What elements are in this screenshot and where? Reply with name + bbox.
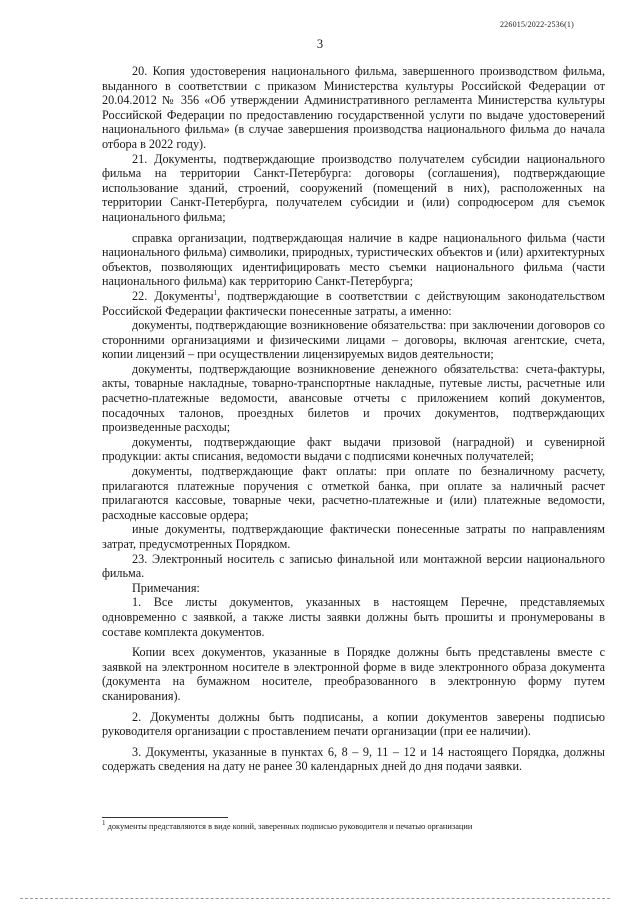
scan-edge-line	[20, 898, 610, 899]
paragraph-item-21: 21. Документы, подтверждающие производство получателем субсидии национального фильма на территории Санкт-Петербурга: договоры (соглашения), подтверждающие использование зданий, строений, сооружений (помещений в них), расположенных на территории Санкт-Петербурга, получателем субсидии и (или) сопродюсером для съемок национального фильма;	[102, 151, 605, 224]
paragraph-payment-docs: документы, подтверждающие факт оплаты: при оплате по безналичному расчету, прилагаются платежные поручения с отметкой банка, при оплате за наличный расчет прилагаются кассовые, товарные чеки, расчетно-платежные и (или) платежные ведомости, расходные кассовые ордера;	[102, 464, 605, 522]
note-2: 2. Документы должны быть подписаны, а копии документов заверены подписью руководителя организации с проставлением печати организации (при ее наличии).	[102, 709, 605, 739]
page-number: 3	[316, 37, 324, 51]
paragraph-other-docs: иные документы, подтверждающие фактически понесенные затраты по направлениям затрат, предусмотренных Порядком.	[102, 522, 605, 551]
paragraph-prize-docs: документы, подтверждающие факт выдачи призовой (наградной) и сувенирной продукции: акты списания, ведомости выдачи с подписями конечных получателей;	[102, 434, 605, 464]
paragraph-monetary-docs: документы, подтверждающие возникновение денежного обязательства: счета-фактуры, акты, товарные накладные, товарно-транспортные накладные, путевые листы, расчетные или расчетно-платежные ведомости, авансовые отчеты с приложением копий документов, посадочных талонов, проездных билетов и прочих документов, подтверждающих произведенные расходы;	[102, 361, 605, 435]
document-body	[102, 64, 605, 774]
document-id: 226015/2022-2536(1)	[499, 20, 574, 29]
paragraph-item-21-certificate: справка организации, подтверждающая наличие в кадре национального фильма (части национального фильма) символики, природных, туристических объектов и (или) архитектурных объектов, позволяющих идентифицировать место съемки национального фильма (части национального фильма) как территорию Санкт-Петербурга;	[102, 230, 605, 289]
note-copies: Копии всех документов, указанные в Порядке должны быть представлены вместе с заявкой на электронном носителе в электронной форме в виде электронного образа документа (документа на бумажном носителе, преобразованного в электронную форму путем сканирования).	[102, 645, 605, 703]
note-3: 3. Документы, указанные в пунктах 6, 8 – 9, 11 – 12 и 14 настоящего Порядка, должны содержать сведения на дату не ранее 30 календарных дней до дня подачи заявки.	[102, 744, 605, 774]
footnote-text: документы представляются в виде копий, заверенных подписью руководителя и печатью организации	[105, 822, 473, 831]
footnote-reference: 1	[213, 288, 218, 297]
paragraph-item-22	[102, 289, 605, 318]
notes-heading: Примечания:	[132, 580, 200, 595]
paragraph-obligation-docs: документы, подтверждающие возникновение обязательства: при заключении договоров со сторонними организациями и физическими лицами – договоры, включая агентские, счета, копии лицензий – при осуществлении лицензируемых видов деятельности;	[102, 318, 605, 362]
item-22-start: 22. Документы	[132, 288, 214, 303]
footnote-mark: 1	[102, 819, 106, 828]
note-1: 1. Все листы документов, указанных в настоящем Перечне, представляемых одновременно с заявкой, а также листы заявки должны быть прошиты и пронумерованы в составе комплекта документов.	[102, 595, 605, 639]
footnote-divider	[102, 817, 228, 818]
footnote	[102, 819, 605, 832]
paragraph-item-23: 23. Электронный носитель с записью финальной или монтажной версии национального фильма.	[102, 551, 605, 581]
item-22-rest: , подтверждающие в соответствии с действующим законодательством Российской Федерации фактически понесенные затраты, а именно:	[102, 288, 606, 318]
paragraph-item-20: 20. Копия удостоверения национального фильма, завершенного производством фильма, выданного в соответствии с приказом Министерства культуры Российской Федерации от 20.04.2012 № 356 «Об утверждении Административного регламента Министерства культуры Российской Федерации по предоставлению государственной услуги по выдаче удостоверений национального фильма» (в случае завершения производства национального фильма до начала отбора в 2022 году).	[102, 64, 605, 151]
